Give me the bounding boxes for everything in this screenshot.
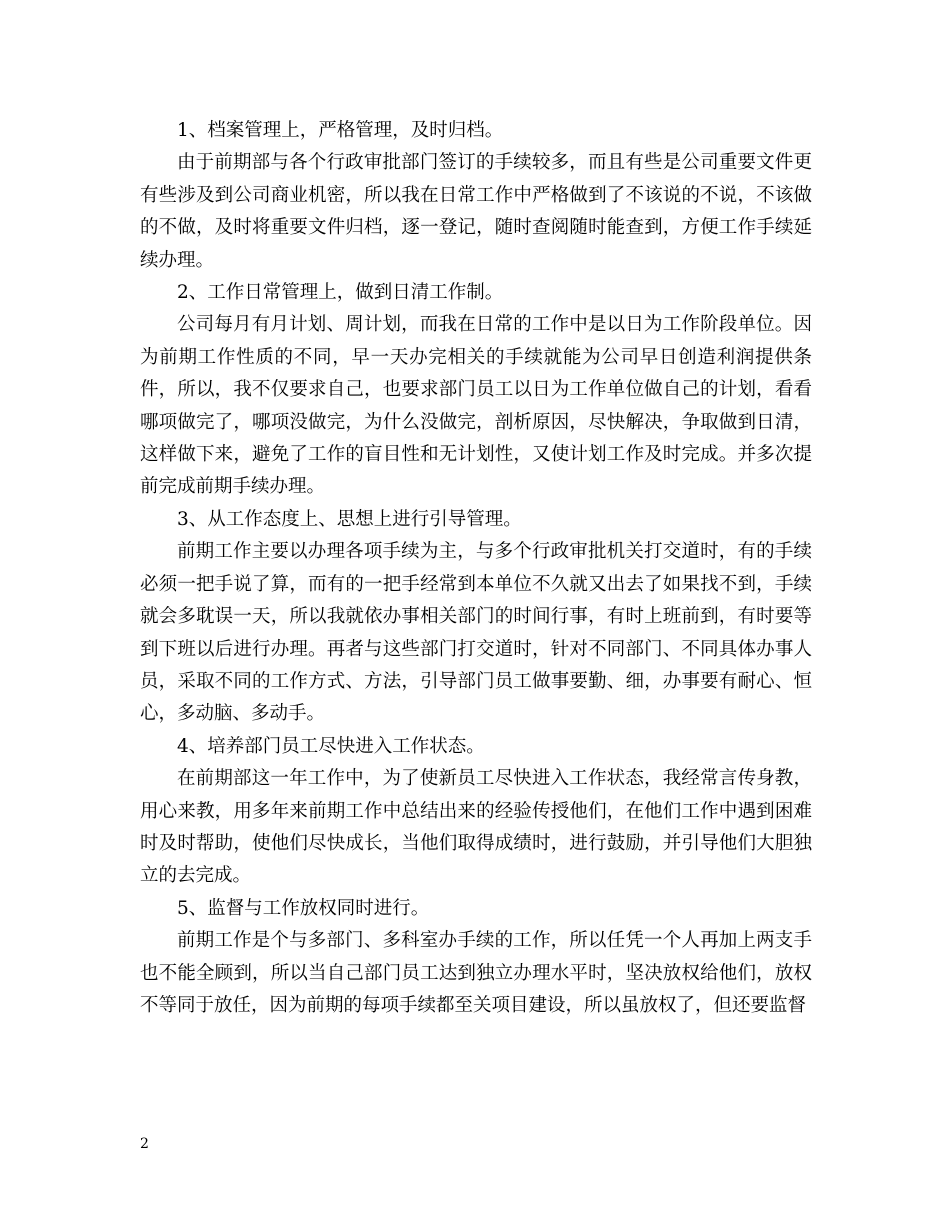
heading-attitude-guidance: 3、从工作态度上、思想上进行引导管理。	[177, 508, 522, 530]
paragraph-attitude-guidance: 前期工作主要以办理各项手续为主，与多个行政审批机关打交道时，有的手续必须一把手说了算，而有的一把手经常到本单位不久就又出去了如果找不到，手续就会多耽误一天，所以我就依办事相关部门的时间行事，有时上班前到，有时要等到下班以后进行办理。再者与这些部门打交道时，针对不同部门、不同具体办事人员，采取不同的工作方式、方法，引导部门员工做事要勤、细，办事要有耐心、恒心，多动脑、多动手。	[140, 541, 812, 725]
paragraph-supervision-delegation: 前期工作是个与多部门、多科室办手续的工作，所以任凭一个人再加上两支手也不能全顾到，所以当自己部门员工达到独立办理水平时，坚决放权给他们，放权不等同于放任，因为前期的每项手续都至关项目建设，所以虽放权了，但还要监督	[140, 930, 812, 1016]
paragraph-staff-training: 在前期部这一年工作中，为了使新员工尽快进入工作状态，我经常言传身教，用心来教，用多年来前期工作中总结出来的经验传授他们，在他们工作中遇到困难时及时帮助，使他们尽快成长，当他们取得成绩时，进行鼓励，并引导他们大胆独立的去完成。	[140, 768, 812, 887]
body-text	[140, 115, 812, 1022]
heading-staff-training: 4、培养部门员工尽快进入工作状态。	[177, 735, 485, 757]
page-number: 2	[140, 1136, 149, 1152]
paragraph-daily-management: 公司每月有月计划、周计划，而我在日常的工作中是以日为工作阶段单位。因为前期工作性质的不同，早一天办完相关的手续就能为公司早日创造利润提供条件，所以，我不仅要求自己，也要求部门员工以日为工作单位做自己的计划，看看哪项做完了，哪项没做完，为什么没做完，剖析原因，尽快解决，争取做到日清，这样做下来，避免了工作的盲目性和无计划性，又使计划工作及时完成。并多次提前完成前期手续办理。	[140, 314, 812, 498]
heading-archive-management: 1、档案管理上，严格管理，及时归档。	[177, 120, 504, 141]
heading-daily-management: 2、工作日常管理上，做到日清工作制。	[177, 282, 504, 304]
heading-supervision-delegation: 5、监督与工作放权同时进行。	[177, 897, 430, 919]
paragraph-archive-management: 由于前期部与各个行政审批部门签订的手续较多，而且有些是公司重要文件更有些涉及到公司商业机密，所以我在日常工作中严格做到了不该说的不说，不该做的不做，及时将重要文件归档，逐一登记，随时查阅随时能查到，方便工作手续延续办理。	[140, 152, 812, 271]
